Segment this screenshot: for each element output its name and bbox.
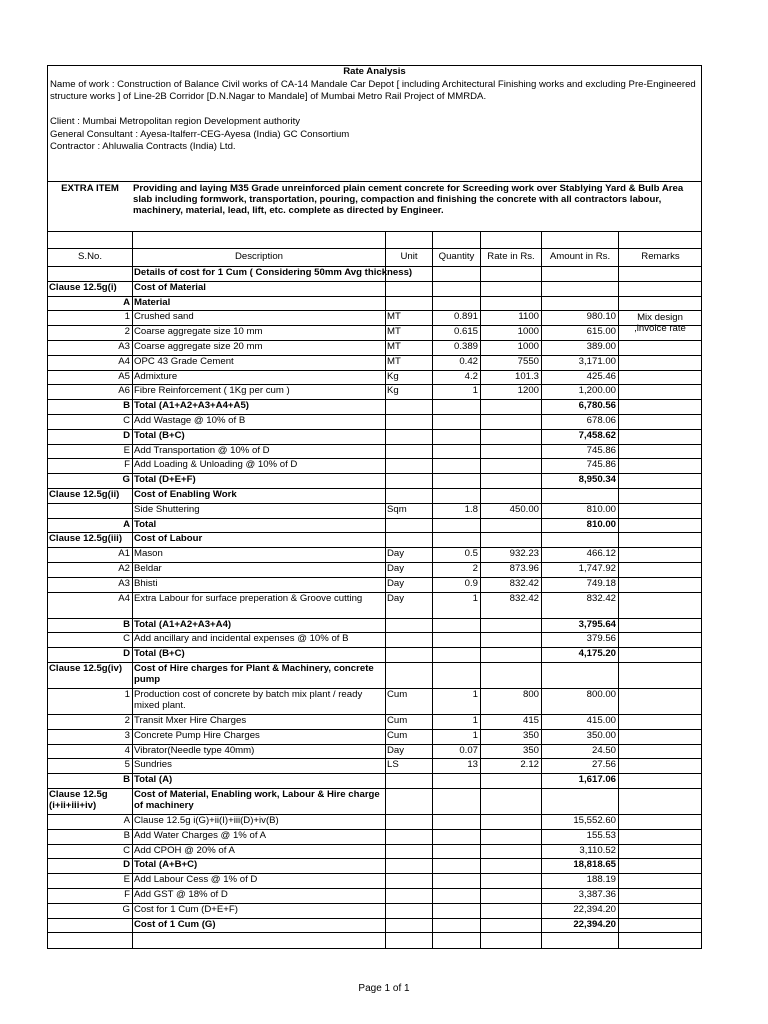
row-28-amt: 415.00 — [586, 715, 616, 726]
row-5-unit: MT — [387, 341, 401, 352]
row-8-amt: 1,200.00 — [578, 385, 616, 397]
row-20-rate: 873.96 — [509, 563, 539, 574]
row-12-sno: E — [123, 444, 130, 456]
row-4-qty: 0.615 — [453, 326, 478, 338]
row-5-rate: 1000 — [517, 341, 539, 352]
rate-analysis-sheet — [47, 65, 702, 949]
row-14-sno: G — [122, 474, 130, 486]
extra-item-label: EXTRA ITEM — [61, 183, 119, 194]
name-of-work: Name of work : Construction of Balance Civil works of CA-14 Mandale Car Depot [ including Architectural Finishing works and excluding Pre-Engineered structure works ] of Line-2B Corridor [D.N.Nagar to Mandale] of Mumbai Metro Rail Project of MMRDA. — [50, 78, 696, 102]
row-1-desc: Cost of Material — [134, 281, 206, 293]
row-9-sno: B — [123, 400, 130, 412]
row-35-desc: Add Water Charges @ 1% of A — [134, 829, 267, 841]
row-32-amt: 1,617.06 — [578, 774, 616, 786]
row-16-desc: Side Shuttering — [134, 503, 200, 515]
row-35-amt: 155.53 — [586, 829, 616, 841]
row-3-rate: 1100 — [518, 311, 539, 323]
row-38-sno: E — [123, 874, 130, 886]
row-8-qty: 1 — [472, 385, 478, 397]
column-header-unit: Unit — [400, 251, 418, 262]
row-27-unit: Cum — [387, 689, 408, 700]
column-header-amount: Amount in Rs. — [549, 251, 611, 262]
row-2-desc: Material — [134, 296, 171, 308]
row-11-sno: D — [123, 429, 130, 441]
row-29-desc: Concrete Pump Hire Charges — [134, 729, 260, 741]
row-20-qty: 2 — [472, 563, 478, 574]
row-22-unit: Day — [387, 592, 405, 604]
row-21-rate: 832.42 — [509, 577, 539, 589]
row-7-rate: 101.3 — [514, 370, 539, 382]
row-3-desc: Crushed sand — [134, 311, 194, 323]
row-34-amt: 15,552.60 — [573, 815, 616, 826]
row-3-sno: 1 — [124, 311, 130, 323]
row-31-qty: 13 — [467, 759, 478, 771]
column-header-description: Description — [235, 251, 283, 262]
row-10-desc: Add Wastage @ 10% of B — [134, 415, 246, 426]
row-30-sno: 4 — [124, 744, 130, 756]
row-25-sno: D — [123, 648, 130, 660]
divider — [48, 248, 701, 249]
row-14-desc: Total (D+E+F) — [134, 474, 196, 486]
row-41-desc: Cost of 1 Cum (G) — [134, 918, 216, 930]
row-6-unit: MT — [387, 355, 401, 367]
row-13-sno: F — [124, 459, 130, 471]
column-divider — [480, 231, 481, 949]
row-20-desc: Beldar — [134, 563, 162, 574]
row-33-sno: Clause 12.5g (i+ii+iii+iv) — [49, 789, 108, 811]
row-1-sno: Clause 12.5g(i) — [49, 281, 117, 293]
row-31-amt: 27.56 — [591, 759, 616, 771]
row-10-amt: 678.06 — [586, 415, 616, 426]
row-39-desc: Add GST @ 18% of D — [134, 889, 228, 900]
row-8-rate: 1200 — [517, 385, 539, 397]
row-31-unit: LS — [387, 759, 399, 771]
row-36-desc: Add CPOH @ 20% of A — [134, 844, 235, 856]
row-6-sno: A4 — [118, 355, 130, 367]
row-22-rate: 832.42 — [509, 592, 539, 604]
row-5-desc: Coarse aggregate size 20 mm — [134, 341, 263, 352]
column-header-remarks: Remarks — [641, 251, 680, 262]
page-footer: Page 1 of 1 — [358, 983, 410, 994]
row-7-desc: Admixture — [134, 370, 178, 382]
row-29-sno: 3 — [124, 729, 130, 741]
row-24-amt: 379.56 — [586, 633, 616, 645]
row-9-amt: 6,780.56 — [578, 400, 616, 412]
row-20-amt: 1,747.92 — [578, 563, 616, 574]
row-29-qty: 1 — [472, 729, 478, 741]
row-7-amt: 425.46 — [586, 370, 616, 382]
row-19-amt: 466.12 — [586, 548, 616, 560]
row-40-sno: G — [122, 903, 130, 915]
row-8-desc: Fibre Reinforcement ( 1Kg per cum ) — [134, 385, 290, 397]
row-21-qty: 0.9 — [464, 577, 478, 589]
row-30-desc: Vibrator(Needle type 40mm) — [134, 744, 255, 756]
divider — [48, 231, 701, 232]
row-21-sno: A3 — [118, 577, 130, 589]
row-36-sno: C — [123, 844, 130, 856]
remarks-note: Mix design ,invoice rate — [634, 312, 686, 335]
row-3-amt: 980.10 — [586, 311, 616, 323]
row-0-desc: Details of cost for 1 Cum ( Considering 50mm Avg thickness) — [134, 267, 413, 278]
row-7-qty: 4.2 — [464, 370, 478, 382]
column-divider — [132, 231, 133, 949]
row-37-desc: Total (A+B+C) — [134, 859, 198, 871]
row-26-sno: Clause 12.5g(iv) — [49, 663, 123, 674]
row-23-desc: Total (A1+A2+A3+A4) — [134, 618, 232, 630]
row-4-rate: 1000 — [517, 326, 539, 338]
row-35-sno: B — [123, 829, 130, 841]
row-23-amt: 3,795.64 — [578, 618, 616, 630]
column-divider — [541, 231, 542, 949]
row-16-rate: 450.00 — [509, 503, 539, 515]
row-31-sno: 5 — [124, 759, 130, 771]
row-31-rate: 2.12 — [520, 759, 539, 771]
row-27-sno: 1 — [124, 689, 130, 700]
row-38-amt: 188.19 — [586, 874, 616, 886]
row-4-sno: 2 — [124, 326, 130, 338]
row-37-amt: 18,818.65 — [573, 859, 616, 871]
row-5-qty: 0.389 — [453, 341, 478, 352]
row-30-qty: 0.07 — [459, 744, 478, 756]
row-4-desc: Coarse aggregate size 10 mm — [134, 326, 263, 338]
row-20-unit: Day — [387, 563, 405, 574]
row-3-unit: MT — [387, 311, 401, 323]
row-29-unit: Cum — [387, 729, 408, 741]
item-description: Providing and laying M35 Grade unreinforced plain cement concrete for Screeding work over Stablying Yard & Bulb Area slab including formwork, transportation, pouring, compaction and finishing the concrete with all contractors labour, machinery, material, lead, lift, etc. complete as directed by Engineer. — [133, 183, 684, 216]
row-6-desc: OPC 43 Grade Cement — [134, 355, 234, 367]
client-line: Client : Mumbai Metropolitan region Development authority — [50, 116, 301, 127]
column-header-quantity: Quantity — [438, 251, 475, 262]
row-39-sno: F — [124, 889, 130, 900]
row-31-desc: Sundries — [134, 759, 172, 771]
row-27-amt: 800.00 — [586, 689, 616, 700]
row-15-desc: Cost of Enabling Work — [134, 489, 237, 500]
row-8-sno: A6 — [118, 385, 130, 397]
row-6-rate: 7550 — [517, 355, 539, 367]
row-14-amt: 8,950.34 — [578, 474, 616, 486]
row-6-qty: 0.42 — [459, 355, 478, 367]
row-30-rate: 350 — [522, 744, 539, 756]
row-28-qty: 1 — [472, 715, 478, 726]
row-10-sno: C — [123, 415, 130, 426]
row-24-sno: C — [123, 633, 130, 645]
row-26-desc: Cost of Hire charges for Plant & Machinery, concrete pump — [134, 663, 374, 685]
row-19-sno: A1 — [118, 548, 130, 560]
row-23-sno: B — [123, 618, 130, 630]
row-22-amt: 832.42 — [586, 592, 616, 604]
row-5-sno: A3 — [118, 341, 130, 352]
row-3-qty: 0.891 — [453, 311, 478, 323]
row-22-qty: 1 — [472, 592, 478, 604]
document-title: Rate Analysis — [343, 66, 406, 77]
row-29-rate: 350 — [522, 729, 539, 741]
row-15-sno: Clause 12.5g(ii) — [49, 489, 120, 500]
row-13-desc: Add Loading & Unloading @ 10% of D — [134, 459, 298, 471]
row-38-desc: Add Labour Cess @ 1% of D — [134, 874, 258, 886]
row-19-desc: Mason — [134, 548, 163, 560]
row-divider — [48, 932, 701, 933]
row-21-unit: Day — [387, 577, 405, 589]
row-34-sno: A — [123, 815, 130, 826]
divider — [48, 181, 701, 182]
row-8-unit: Kg — [387, 385, 399, 397]
row-7-sno: A5 — [118, 370, 130, 382]
row-5-amt: 389.00 — [586, 341, 616, 352]
row-17-sno: A — [123, 518, 130, 530]
row-4-amt: 615.00 — [586, 326, 616, 338]
contractor-line: Contractor : Ahluwalia Contracts (India) Ltd. — [50, 141, 236, 152]
row-27-rate: 800 — [522, 689, 539, 700]
row-2-sno: A — [123, 296, 130, 308]
column-divider — [385, 231, 386, 949]
row-34-desc: Clause 12.5g i(G)+ii(I)+iii(D)+iv(B) — [134, 815, 279, 826]
row-25-amt: 4,175.20 — [578, 648, 616, 660]
row-25-desc: Total (B+C) — [134, 648, 185, 660]
row-19-unit: Day — [387, 548, 405, 560]
row-36-amt: 3,110.52 — [579, 844, 616, 856]
row-28-unit: Cum — [387, 715, 408, 726]
row-16-unit: Sqm — [387, 503, 407, 515]
row-16-qty: 1.8 — [464, 503, 478, 515]
row-24-desc: Add ancillary and incidental expenses @ 10% of B — [134, 633, 349, 645]
row-21-amt: 749.18 — [586, 577, 616, 589]
row-19-rate: 932.23 — [509, 548, 539, 560]
row-39-amt: 3,387.36 — [578, 889, 616, 900]
row-11-amt: 7,458.62 — [578, 429, 616, 441]
row-40-desc: Cost for 1 Cum (D+E+F) — [134, 903, 238, 915]
row-18-sno: Clause 12.5g(iii) — [49, 533, 123, 545]
row-9-desc: Total (A1+A2+A3+A4+A5) — [134, 400, 249, 412]
row-16-amt: 810.00 — [586, 503, 616, 515]
document-header — [48, 66, 701, 154]
row-21-desc: Bhisti — [134, 577, 158, 589]
row-22-desc: Extra Labour for surface preperation & Groove cutting — [134, 592, 363, 604]
row-41-amt: 22,394.20 — [573, 918, 616, 930]
consultant-line: General Consultant : Ayesa-Italferr-CEG-Ayesa (India) GC Consortium — [50, 128, 350, 140]
row-27-qty: 1 — [472, 689, 478, 700]
column-header-sno: S.No. — [78, 251, 102, 262]
row-11-desc: Total (B+C) — [134, 429, 185, 441]
row-32-sno: B — [123, 774, 130, 786]
row-37-sno: D — [123, 859, 130, 871]
row-6-amt: 3,171.00 — [578, 355, 616, 367]
row-12-amt: 745.86 — [586, 444, 616, 456]
row-7-unit: Kg — [387, 370, 399, 382]
row-28-sno: 2 — [124, 715, 130, 726]
row-17-amt: 810.00 — [586, 518, 616, 530]
row-12-desc: Add Transportation @ 10% of D — [134, 444, 270, 456]
row-18-desc: Cost of Labour — [134, 533, 203, 545]
row-19-qty: 0.5 — [464, 548, 478, 560]
row-28-desc: Transit Mxer Hire Charges — [134, 715, 247, 726]
row-33-desc: Cost of Material, Enabling work, Labour & Hire charge of machinery — [134, 789, 380, 811]
column-divider — [432, 231, 433, 949]
row-29-amt: 350.00 — [586, 729, 616, 741]
row-4-unit: MT — [387, 326, 401, 338]
row-30-amt: 24.50 — [591, 744, 616, 756]
row-22-sno: A4 — [118, 592, 130, 604]
row-20-sno: A2 — [118, 563, 130, 574]
row-27-desc: Production cost of concrete by batch mix plant / ready mixed plant. — [134, 689, 363, 711]
row-40-amt: 22,394.20 — [573, 903, 616, 915]
row-13-amt: 745.86 — [586, 459, 616, 471]
row-32-desc: Total (A) — [134, 774, 173, 786]
row-30-unit: Day — [387, 744, 405, 756]
column-header-rate: Rate in Rs. — [487, 251, 535, 262]
row-28-rate: 415 — [522, 715, 539, 726]
row-17-desc: Total — [134, 518, 157, 530]
column-divider — [618, 231, 619, 949]
